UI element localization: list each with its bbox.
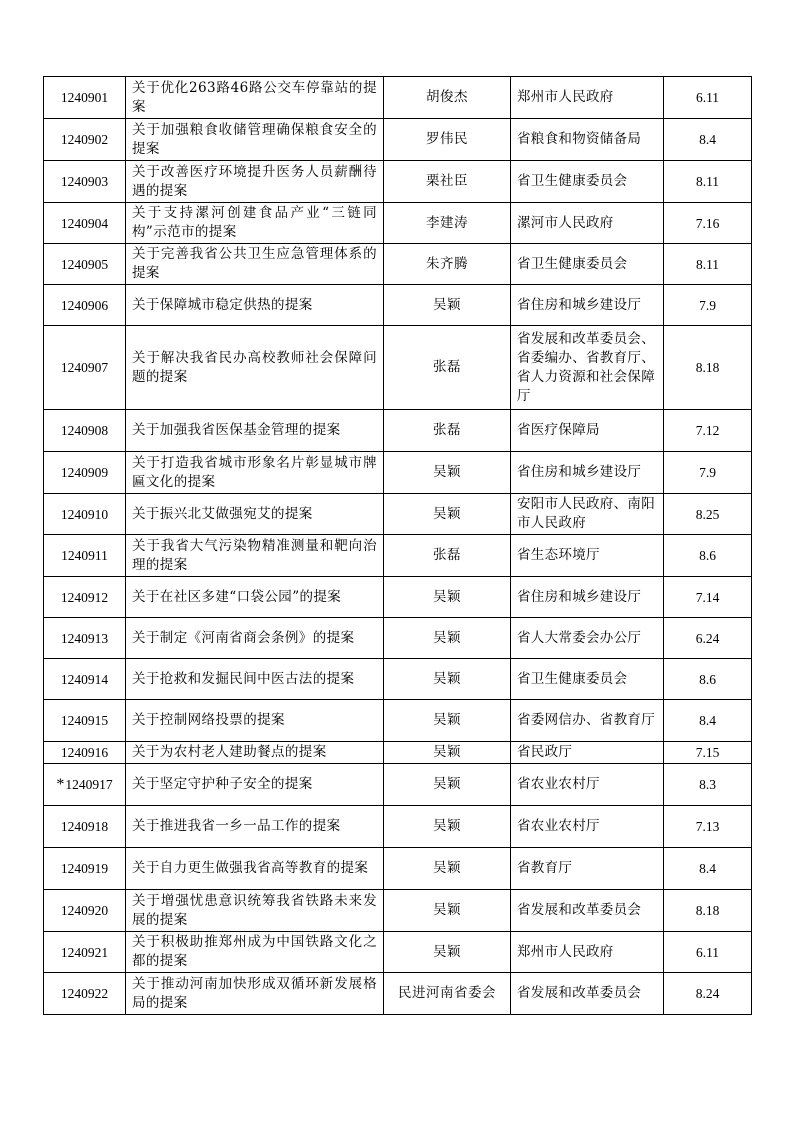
proposer: 张磊 [384, 326, 511, 410]
proposer: 吴颖 [384, 932, 511, 973]
proposer: 吴颖 [384, 659, 511, 700]
handling-unit: 省发展和改革委员会、省委编办、省教育厅、省人力资源和社会保障厅 [511, 326, 664, 410]
proposal-number-text: 1240918 [60, 819, 109, 834]
key-proposal-mark: * [56, 776, 65, 793]
proposer: 吴颖 [384, 494, 511, 535]
proposal-number [44, 285, 126, 326]
proposal-number [44, 244, 126, 285]
handling-unit: 省住房和城乡建设厅 [511, 285, 664, 326]
proposal-number [44, 806, 126, 848]
table-row [44, 119, 752, 161]
table-row [44, 764, 752, 806]
proposal-number [44, 452, 126, 494]
table-row [44, 161, 752, 203]
proposer: 栗社臣 [384, 161, 511, 203]
handling-date: 8.18 [664, 890, 752, 932]
handling-date: 8.4 [664, 848, 752, 890]
handling-date: 7.13 [664, 806, 752, 848]
proposer: 吴颖 [384, 700, 511, 742]
proposal-title: 关于完善我省公共卫生应急管理体系的提案 [126, 244, 384, 285]
table-row [44, 535, 752, 577]
table-row [44, 932, 752, 973]
table-row [44, 973, 752, 1015]
handling-unit: 省住房和城乡建设厅 [511, 577, 664, 618]
proposal-title: 关于振兴北艾做强宛艾的提案 [126, 494, 384, 535]
table-row [44, 577, 752, 618]
proposal-number-text: 1240916 [60, 745, 109, 760]
proposal-number [44, 932, 126, 973]
proposal-title: 关于加强我省医保基金管理的提案 [126, 410, 384, 452]
proposer: 罗伟民 [384, 119, 511, 161]
proposal-title: 关于自力更生做强我省高等教育的提案 [126, 848, 384, 890]
handling-date: 8.18 [664, 326, 752, 410]
proposal-number-text: 1240919 [60, 861, 109, 876]
proposal-number [44, 326, 126, 410]
proposal-title: 关于制定《河南省商会条例》的提案 [126, 618, 384, 659]
proposer: 吴颖 [384, 285, 511, 326]
table-row [44, 410, 752, 452]
proposal-number [44, 848, 126, 890]
proposal-number-text: 1240902 [60, 132, 109, 147]
proposal-title: 关于增强忧患意识统筹我省铁路未来发展的提案 [126, 890, 384, 932]
handling-unit: 省发展和改革委员会 [511, 973, 664, 1015]
handling-unit: 省委网信办、省教育厅 [511, 700, 664, 742]
proposer: 民进河南省委会 [384, 973, 511, 1015]
proposal-title: 关于打造我省城市形象名片彰显城市牌匾文化的提案 [126, 452, 384, 494]
handling-unit: 省农业农村厅 [511, 764, 664, 806]
table-row [44, 203, 752, 244]
proposal-number [44, 973, 126, 1015]
proposal-number-text: 1240915 [60, 713, 109, 728]
proposal-number-text: 1240922 [60, 986, 109, 1001]
proposer: 李建涛 [384, 203, 511, 244]
table-row [44, 848, 752, 890]
proposer: 吴颖 [384, 618, 511, 659]
proposal-title: 关于推动河南加快形成双循环新发展格局的提案 [126, 973, 384, 1015]
handling-date: 7.14 [664, 577, 752, 618]
proposal-title: 关于抢救和发掘民间中医古法的提案 [126, 659, 384, 700]
proposal-number-text: 1240911 [61, 548, 108, 563]
handling-unit: 省农业农村厅 [511, 806, 664, 848]
proposal-number-text: 1240901 [60, 90, 109, 105]
proposal-number [44, 890, 126, 932]
proposer: 张磊 [384, 410, 511, 452]
proposal-number [44, 764, 126, 806]
handling-unit: 安阳市人民政府、南阳市人民政府 [511, 494, 664, 535]
table-row [44, 742, 752, 764]
table-row [44, 890, 752, 932]
handling-date: 7.9 [664, 452, 752, 494]
handling-date: 8.4 [664, 700, 752, 742]
proposal-title: 关于解决我省民办高校教师社会保障问题的提案 [126, 326, 384, 410]
proposal-number-text: 1240917 [65, 777, 113, 792]
proposal-number-text: 1240914 [60, 671, 109, 687]
handling-date: 6.24 [664, 618, 752, 659]
handling-date: 8.3 [664, 764, 752, 806]
proposal-number-text: 1240908 [60, 423, 109, 438]
handling-date: 8.6 [664, 535, 752, 577]
proposal-number [44, 577, 126, 618]
proposal-number-text: 1240903 [60, 174, 109, 189]
proposal-title: 关于改善医疗环境提升医务人员薪酬待遇的提案 [126, 161, 384, 203]
handling-unit: 省教育厅 [511, 848, 664, 890]
proposal-number-text: 1240910 [60, 506, 109, 522]
proposal-number [44, 659, 126, 700]
handling-date: 8.11 [664, 161, 752, 203]
proposer: 吴颖 [384, 848, 511, 890]
handling-unit: 省粮食和物资储备局 [511, 119, 664, 161]
proposal-number [44, 618, 126, 659]
handling-unit: 省卫生健康委员会 [511, 659, 664, 700]
proposal-title: 关于支持漯河创建食品产业“三链同构”示范市的提案 [126, 203, 384, 244]
proposer: 吴颖 [384, 890, 511, 932]
table-row [44, 77, 752, 119]
proposer: 吴颖 [384, 806, 511, 848]
proposal-number [44, 742, 126, 764]
proposal-title: 关于加强粮食收储管理确保粮食安全的提案 [126, 119, 384, 161]
table-row [44, 806, 752, 848]
proposal-number [44, 494, 126, 535]
proposal-number [44, 410, 126, 452]
proposal-number-text: 1240920 [60, 903, 109, 918]
proposal-title: 关于为农村老人建助餐点的提案 [126, 742, 384, 764]
table-row [44, 285, 752, 326]
handling-unit: 省民政厅 [511, 742, 664, 764]
handling-unit: 省医疗保障局 [511, 410, 664, 452]
proposal-table [43, 76, 752, 1015]
table-row [44, 326, 752, 410]
proposer: 胡俊杰 [384, 77, 511, 119]
proposal-table-body [44, 77, 752, 1015]
proposer: 朱齐腾 [384, 244, 511, 285]
proposer: 吴颖 [384, 764, 511, 806]
handling-date: 7.16 [664, 203, 752, 244]
handling-unit: 省卫生健康委员会 [511, 244, 664, 285]
handling-date: 8.11 [664, 244, 752, 285]
table-row [44, 700, 752, 742]
proposer: 吴颖 [384, 577, 511, 618]
proposal-number-text: 1240906 [60, 297, 109, 313]
proposal-title: 关于保障城市稳定供热的提案 [126, 285, 384, 326]
proposal-title: 关于积极助推郑州成为中国铁路文化之都的提案 [126, 932, 384, 973]
handling-date: 7.12 [664, 410, 752, 452]
proposal-number-text: 1240912 [60, 589, 109, 605]
proposal-number [44, 535, 126, 577]
proposal-number-text: 1240904 [60, 215, 109, 231]
table-row [44, 659, 752, 700]
proposal-number [44, 203, 126, 244]
proposer: 吴颖 [384, 742, 511, 764]
handling-unit: 省发展和改革委员会 [511, 890, 664, 932]
proposal-number-text: 1240921 [60, 944, 109, 960]
handling-date: 7.9 [664, 285, 752, 326]
handling-date: 6.11 [664, 77, 752, 119]
table-row [44, 452, 752, 494]
proposal-number [44, 119, 126, 161]
table-row [44, 244, 752, 285]
proposal-number-text: 1240909 [60, 465, 109, 480]
handling-date: 8.4 [664, 119, 752, 161]
handling-unit: 省人大常委会办公厅 [511, 618, 664, 659]
handling-date: 8.6 [664, 659, 752, 700]
proposer: 吴颖 [384, 452, 511, 494]
handling-unit: 漯河市人民政府 [511, 203, 664, 244]
handling-date: 8.25 [664, 494, 752, 535]
handling-date: 8.24 [664, 973, 752, 1015]
handling-unit: 省生态环境厅 [511, 535, 664, 577]
table-row [44, 494, 752, 535]
proposal-number-text: 1240913 [60, 630, 109, 646]
proposal-number-text: 1240905 [60, 256, 109, 272]
proposal-title: 关于控制网络投票的提案 [126, 700, 384, 742]
table-row [44, 618, 752, 659]
proposal-number-text: 1240907 [60, 360, 109, 375]
proposal-title: 关于坚定守护种子安全的提案 [126, 764, 384, 806]
handling-unit: 省卫生健康委员会 [511, 161, 664, 203]
handling-date: 7.15 [664, 742, 752, 764]
handling-unit: 省住房和城乡建设厅 [511, 452, 664, 494]
proposal-number [44, 77, 126, 119]
proposal-number [44, 161, 126, 203]
proposal-title: 关于我省大气污染物精准测量和靶向治理的提案 [126, 535, 384, 577]
proposer: 张磊 [384, 535, 511, 577]
proposal-title: 关于在社区多建“口袋公园”的提案 [126, 577, 384, 618]
handling-unit: 郑州市人民政府 [511, 932, 664, 973]
handling-unit: 郑州市人民政府 [511, 77, 664, 119]
proposal-title: 关于优化263路46路公交车停靠站的提案 [126, 77, 384, 119]
proposal-title: 关于推进我省一乡一品工作的提案 [126, 806, 384, 848]
handling-date: 6.11 [664, 932, 752, 973]
proposal-number [44, 700, 126, 742]
